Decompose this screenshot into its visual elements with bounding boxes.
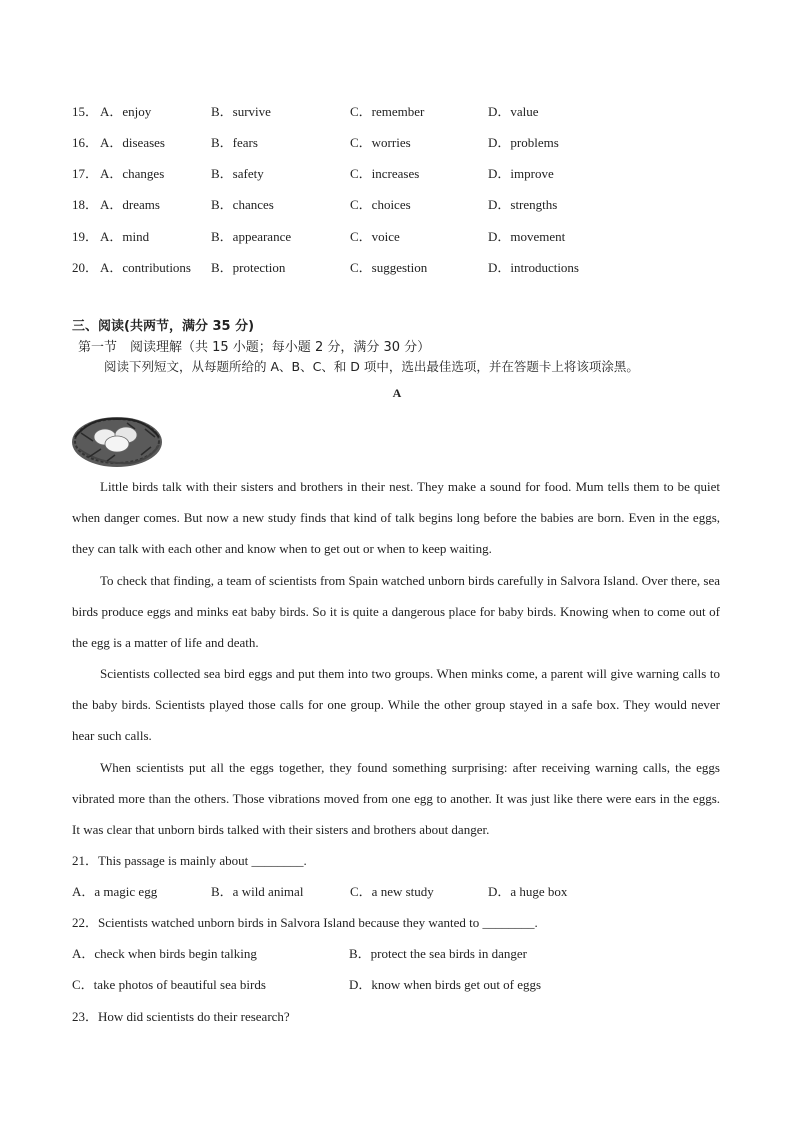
passage-paragraph-3: Scientists collected sea bird eggs and put them into two groups. When minks come, a parent will give warning calls to the baby birds. Scientists played those calls for one group. While the other group stayed in a safe box. They would never hear such calls. bbox=[72, 666, 720, 743]
q22-option-c: C．take photos of beautiful sea birds bbox=[72, 977, 266, 992]
question-number: 20． bbox=[72, 260, 99, 275]
passage-paragraph-1: Little birds talk with their sisters and brothers in their nest. They make a sound for food. Mum tells them to be quiet when danger comes. But now a new study finds that kind of talk begins long before the babies are born. Even in the eggs, they can talk with each other and know when to get out or when to keep waiting. bbox=[72, 479, 720, 556]
option-c: C．increases bbox=[350, 166, 420, 181]
option-c: C．suggestion bbox=[350, 260, 428, 275]
option-d: D．movement bbox=[488, 229, 566, 244]
passage-label: A bbox=[392, 386, 402, 400]
option-c: C．remember bbox=[350, 104, 425, 119]
option-a: A．dreams bbox=[100, 197, 160, 212]
option-a: A．changes bbox=[100, 166, 165, 181]
bird-nest-eggs-illustration bbox=[71, 407, 163, 469]
option-d: D．problems bbox=[488, 135, 559, 150]
q22-option-d: D．know when birds get out of eggs bbox=[349, 977, 542, 992]
q21-option-a: A．a magic egg bbox=[72, 884, 158, 899]
q22-option-a: A．check when birds begin talking bbox=[72, 946, 257, 961]
option-d: D．improve bbox=[488, 166, 554, 181]
option-b: B．safety bbox=[211, 166, 264, 181]
q22-option-b: B．protect the sea birds in danger bbox=[349, 946, 527, 961]
passage-paragraph-2: To check that finding, a team of scientists from Spain watched unborn birds carefully in Salvora Island. Over there, sea birds produce eggs and minks eat baby birds. So it is quite a dangerous place for baby birds. Knowing when to come out of the egg is a matter of life and death. bbox=[72, 573, 720, 650]
option-c: C．choices bbox=[350, 197, 411, 212]
option-b: B．protection bbox=[211, 260, 286, 275]
question-22: 22．Scientists watched unborn birds in Salvora Island because they wanted to ________. bbox=[72, 915, 538, 930]
option-c: C．worries bbox=[350, 135, 411, 150]
section-subtitle: 第一节 阅读理解（共 15 小题；每小题 2 分，满分 30 分） bbox=[78, 340, 431, 355]
option-d: D．introductions bbox=[488, 260, 579, 275]
section-instruction: 阅读下列短文，从每题所给的 A、B、C、和 D 项中，选出最佳选项，并在答题卡上将该项涂黑。 bbox=[104, 359, 639, 374]
option-a-text: A．enjoy bbox=[100, 104, 152, 119]
option-b: B．appearance bbox=[211, 229, 292, 244]
option-a: A．mind bbox=[100, 229, 150, 244]
option-b: B．fears bbox=[211, 135, 258, 150]
question-number: 19． bbox=[72, 229, 99, 244]
question-21: 21．This passage is mainly about ________. bbox=[72, 853, 307, 868]
option-b: B．survive bbox=[211, 104, 271, 119]
question-23: 23．How did scientists do their research? bbox=[72, 1009, 290, 1024]
option-d: D．value bbox=[488, 104, 539, 119]
option-c: C．voice bbox=[350, 229, 400, 244]
option-d: D．strengths bbox=[488, 197, 558, 212]
question-number: 17． bbox=[72, 166, 99, 181]
option-b: B．chances bbox=[211, 197, 274, 212]
option-a: A．diseases bbox=[100, 135, 165, 150]
q21-option-b: B．a wild animal bbox=[211, 884, 304, 899]
section-title: 三、阅读(共两节，满分 35 分) bbox=[72, 319, 255, 334]
q21-option-c: C．a new study bbox=[350, 884, 434, 899]
option-a: 15． bbox=[72, 104, 99, 119]
question-number: 18． bbox=[72, 197, 99, 212]
option-a: A．contributions bbox=[100, 260, 191, 275]
question-number: 16． bbox=[72, 135, 99, 150]
passage-paragraph-4: When scientists put all the eggs together, they found something surprising: after receiving warning calls, the eggs vibrated more than the others. Those vibrations moved from one egg to another. It was just like there were ears in the eggs. It was clear that unborn birds talked with their sisters and brothers about danger. bbox=[72, 760, 720, 837]
q21-option-d: D．a huge box bbox=[488, 884, 568, 899]
